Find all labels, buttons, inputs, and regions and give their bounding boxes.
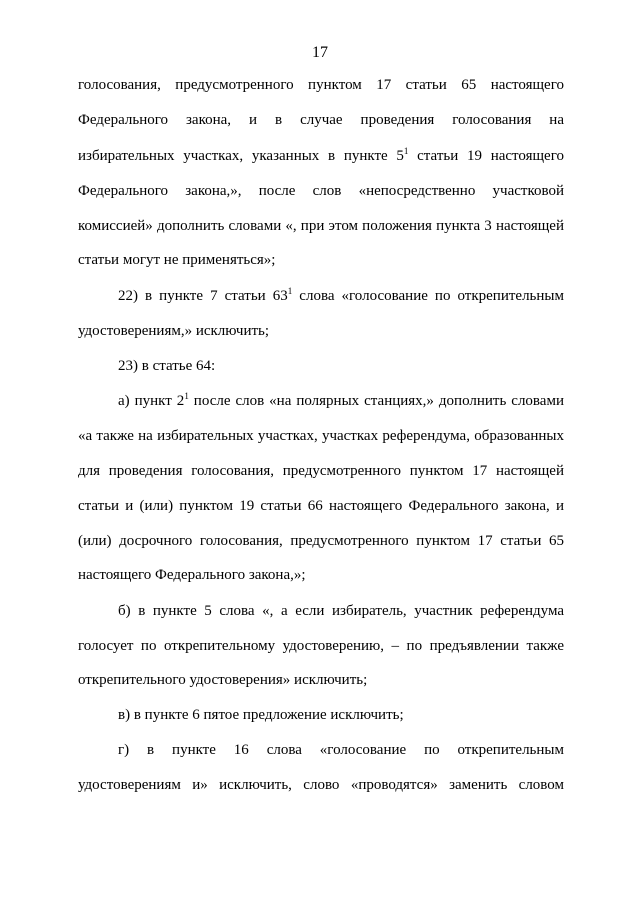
text-line <box>78 461 564 481</box>
superscript: 1 <box>403 146 409 156</box>
text-run: Федерального закона, и в случае проведения голосования на <box>78 112 564 128</box>
text-run: (или) досрочного голосования, предусмотренного пунктом 17 статьи 65 <box>78 533 564 549</box>
text-run: настоящего Федерального закона,»; <box>78 567 306 583</box>
text-line <box>78 636 564 656</box>
text-line <box>78 216 564 236</box>
text-run: удостоверениям и» исключить, слово «проводятся» заменить словом <box>78 777 564 793</box>
text-line <box>118 286 564 306</box>
text-run: голосует по открепительному удостоверению, – по предъявлении также <box>78 638 564 654</box>
text-line <box>78 531 564 551</box>
text-line <box>78 146 564 166</box>
text-run: статьи могут не применяться»; <box>78 252 276 268</box>
text-run: удостоверениям,» исключить; <box>78 323 270 339</box>
superscript: 1 <box>287 286 293 296</box>
text-run: комиссией» дополнить словами «, при этом положения пункта 3 настоящей <box>78 218 564 234</box>
page-number: 17 <box>312 44 328 61</box>
text-run: открепительного удостоверения» исключить; <box>78 672 368 688</box>
text-line <box>78 321 564 341</box>
superscript: 1 <box>184 391 189 401</box>
text-run: для проведения голосования, предусмотренного пунктом 17 настоящей <box>78 463 564 479</box>
text-line <box>78 496 564 516</box>
text-line <box>118 740 564 760</box>
text-line <box>78 775 564 795</box>
text-line <box>78 250 564 270</box>
text-run: Федерального закона,», после слов «непосредственно участковой <box>78 183 564 199</box>
text-line <box>78 565 564 585</box>
text-run: в) в пункте 6 пятое предложение исключить; <box>118 707 404 723</box>
text-run: «а также на избирательных участках, участках референдума, образованных <box>78 428 564 444</box>
text-line <box>118 705 564 725</box>
text-line <box>118 601 564 621</box>
text-line <box>78 75 564 95</box>
text-run: голосования, предусмотренного пунктом 17 статьи 65 настоящего <box>78 77 564 93</box>
text-run: избирательных участках, указанных в пункте 5 <box>78 148 404 164</box>
text-run: 22) в пункте 7 статьи 63 <box>118 288 288 304</box>
text-line <box>78 426 564 446</box>
text-run: статьи и (или) пунктом 19 статьи 66 настоящего Федерального закона, и <box>78 498 564 514</box>
text-line <box>78 110 564 130</box>
text-run: г) в пункте 16 слова «голосование по открепительным <box>118 742 564 758</box>
text-run: а) пункт 2 <box>118 393 185 409</box>
text-run: статьи 19 настоящего <box>408 148 564 164</box>
text-line <box>78 670 564 690</box>
text-run: слова «голосование по открепительным <box>292 288 564 304</box>
text-line <box>118 391 564 411</box>
text-run: после слов «на полярных станциях,» дополнить словами <box>188 393 564 409</box>
text-run: 23) в статье 64: <box>118 358 216 374</box>
text-line <box>78 181 564 201</box>
text-run: б) в пункте 5 слова «, а если избиратель, участник референдума <box>118 603 564 619</box>
text-line <box>118 356 564 376</box>
